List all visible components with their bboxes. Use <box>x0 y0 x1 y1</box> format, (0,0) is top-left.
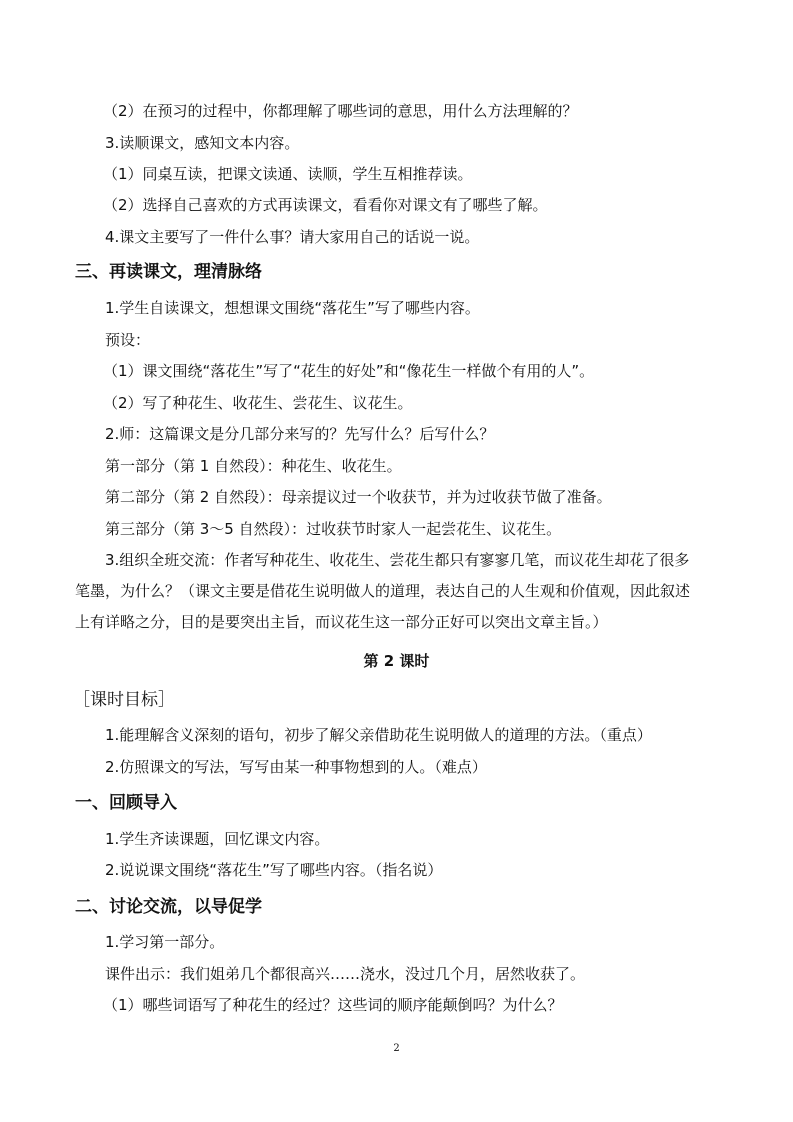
paragraph-line: 上有详略之分，目的是要突出主旨，而议花生这一部分正好可以突出文章主旨。） <box>75 613 608 631</box>
paragraph-line: 3.组织全班交流：作者写种花生、收花生、尝花生都只有寥寥几笔，而议花生却花了很多 <box>105 551 690 569</box>
section-heading: 一、回顾导入 <box>75 793 177 813</box>
paragraph-line: 2.说说课文围绕“落花生”写了哪些内容。（指名说） <box>105 861 443 879</box>
paragraph-line: 1.学生齐读课题，回忆课文内容。 <box>105 830 330 848</box>
paragraph-line: （2）在预习的过程中，你都理解了哪些词的意思，用什么方法理解的？ <box>103 102 578 120</box>
paragraph-line: （2）选择自己喜欢的方式再读课文，看看你对课文有了哪些了解。 <box>103 196 548 214</box>
paragraph-line: 笔墨，为什么？（课文主要是借花生说明做人的道理，表达自己的人生观和价值观，因此叙述 <box>75 582 691 600</box>
paragraph-line: 预设： <box>105 331 151 349</box>
paragraph-line: 第三部分（第 3～5 自然段）：过收获节时家人一起尝花生、议花生。 <box>105 520 562 538</box>
paragraph-line: 1.学生自读课文，想想课文围绕“落花生”写了哪些内容。 <box>105 299 480 317</box>
paragraph-line: 课件出示：我们姐弟几个都很高兴……浇水，没过几个月，居然收获了。 <box>105 965 586 983</box>
paragraph-line: （2）写了种花生、收花生、尝花生、议花生。 <box>103 394 413 412</box>
lesson-title: 第 2 课时 <box>363 652 430 670</box>
page-number: 2 <box>393 1043 400 1054</box>
paragraph-line: 1.能理解含义深刻的语句，初步了解父亲借助花生说明做人的道理的方法。（重点） <box>105 726 652 744</box>
paragraph-line: （1）同桌互读，把课文读通、读顺，学生互相推荐读。 <box>103 165 473 183</box>
paragraph-line: 1.学习第一部分。 <box>105 933 225 951</box>
paragraph-line: 4.课文主要写了一件什么事？请大家用自己的话说一说。 <box>105 228 480 246</box>
paragraph-line: （1）哪些词语写了种花生的经过？这些词的顺序能颠倒吗？为什么？ <box>103 996 563 1014</box>
paragraph-line: 2.仿照课文的写法，写写由某一种事物想到的人。（难点） <box>105 758 487 776</box>
objectives-heading: ［课时目标］ <box>73 690 175 710</box>
paragraph-line: 3.读顺课文，感知文本内容。 <box>105 134 300 152</box>
section-heading: 三、再读课文，理清脉络 <box>75 262 262 282</box>
paragraph-line: 2.师：这篇课文是分几部分来写的？先写什么？后写什么？ <box>105 425 495 443</box>
section-heading: 二、讨论交流，以导促学 <box>75 897 262 917</box>
paragraph-line: 第一部分（第 1 自然段）：种花生、收花生。 <box>105 457 402 475</box>
paragraph-line: （1）课文围绕“落花生”写了“花生的好处”和“像花生一样做个有用的人”。 <box>103 362 595 380</box>
paragraph-line: 第二部分（第 2 自然段）：母亲提议过一个收获节，并为过收获节做了准备。 <box>105 488 612 506</box>
